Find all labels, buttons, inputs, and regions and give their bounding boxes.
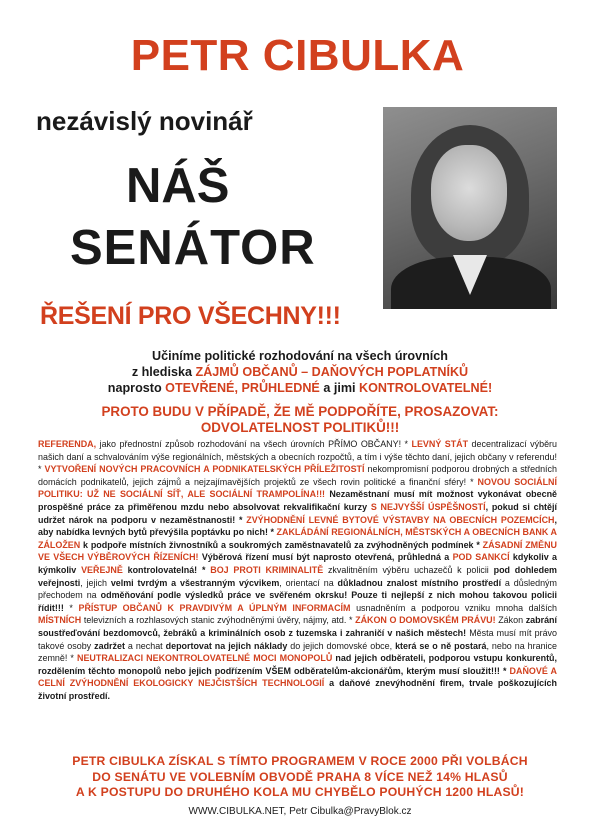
program-segment: Zákon (495, 615, 526, 626)
program-segment: nad jejich odběrateli, podporou vstupu konkurentů, rozdělením těchto monopolů nebo jejich podřízením VŠEM odběratelům-akcionářům, kterým musí sloužit!!! * (38, 653, 557, 676)
program-segment: , pokud si chtějí udržet nárok na podporu v nezaměstnanosti! * (38, 501, 557, 525)
program-segment: Nezaměstnaní musí mít možnost vykonávat obecně prospěšné práce za přiměřenou mzdu nebo absolvovat rekvalifikační kurzy (38, 489, 558, 512)
program-segment: ZÁKON O DOMOVSKÉM PRÁVU! (355, 615, 496, 626)
program-segment: důkladnou znalost místního prostředí (337, 577, 502, 588)
program-segment: , orientací na (279, 577, 338, 588)
contact-line: WWW.CIBULKA.NET, Petr Cibulka@PravyBlok.cz (188, 806, 412, 817)
program-segment: REFERENDA, (38, 439, 97, 449)
program-segment: k podpoře místních živnostníků a soukromých zaměstnavatelů za zvýhodněných podmínek * (80, 539, 483, 550)
program-segment: deportovat na jejich náklady (165, 640, 288, 651)
candidate-photo (383, 107, 557, 309)
program-segment: decentralizací výběru našich daní a schvalováním výše regionálních, městských a obecních rozpočtů, a tím i výše těchto daní, jejich občany v referendu! * (38, 439, 558, 475)
program-segment: Města musí mít právo takové osoby (38, 627, 557, 651)
headline-senator: SENÁTOR (70, 221, 316, 275)
program-heading-line-1: PROTO BUDU V PŘÍPADĚ, ŽE MĚ PODPOŘÍTE, PROSAZOVAT: (101, 404, 499, 419)
program-segment: ZÁSADNÍ ZMĚNU VE VŠECH VÝBĚROVÝCH ŘÍZENÍCH! (38, 539, 557, 563)
footer-line-2: DO SENÁTU VE VOLEBNÍM OBVODĚ PRAHA 8 VÍCE NEŽ 14% HLASŮ (92, 769, 508, 784)
program-segment: POD SANKCÍ (452, 552, 510, 563)
program-segment: , jejich (80, 577, 111, 588)
program-segment: NEUTRALIZACI NEKONTROLOVATELNÉ MOCI MONOPOLŮ (77, 653, 333, 664)
candidate-name: PETR CIBULKA (130, 31, 465, 80)
program-segment: ZAKLÁDÁNÍ REGIONÁLNÍCH, MĚSTSKÝCH A OBECNÍCH BANK A ZÁLOŽEN (38, 527, 557, 550)
intro-line-2: z hlediska ZÁJMŮ OBČANŮ – DAŇOVÝCH POPLATNÍKŮ (131, 365, 469, 379)
program-segment: Výběrová řízení musí být naprosto otevřená, průhledná a (198, 552, 453, 563)
program-segment: pod dohledem veřejnosti (38, 564, 558, 588)
program-segment: která se o ně postará (395, 640, 487, 651)
program-segment: odměňování podle výsledků práce ve svěřeném okrsku! Pouze ti nejlepší z nich mohou takovou policii řídit!!! (38, 590, 558, 613)
headline-nas: NÁŠ (126, 159, 230, 213)
program-heading (40, 404, 560, 436)
program-segment: kdykoliv a kýmkoliv (38, 552, 557, 575)
program-segment: ZVÝHODNĚNÍ LEVNÉ BYTOVÉ VÝSTAVBY NA OBECNÍCH POZEMCÍCH (246, 514, 555, 525)
program-segment: a důsledným přechodem na (38, 577, 557, 601)
candidate-subtitle: nezávislý novinář (36, 106, 253, 136)
program-segment: do jejich domovské obce, (287, 640, 396, 651)
footer-line-1: PETR CIBULKA ZÍSKAL S TÍMTO PROGRAMEM V ROCE 2000 PŘI VOLBÁCH (72, 754, 528, 768)
election-result-note (40, 754, 560, 801)
program-segment: a nechat (124, 640, 166, 651)
email-link[interactable]: Petr Cibulka@PravyBlok.cz (289, 806, 412, 817)
intro-line-3: naprosto OTEVŘENÉ, PRŮHLEDNÉ a jimi KONTROLOVATELNÉ! (107, 381, 493, 395)
intro-line-1: Učiníme politické rozhodování na všech úrovních (151, 349, 449, 363)
program-segment: zadržet (94, 640, 125, 651)
program-segment: LEVNÝ STÁT (411, 439, 469, 449)
program-segment: a daňové znevýhodnění firem, trvale poškozujících životní prostředí. (38, 678, 557, 701)
campaign-slogan: ŘEŠENÍ PRO VŠECHNY!!! (40, 302, 341, 330)
program-segment: , aby nabídka levných bytů převýšila poptávku po nich! * (38, 514, 558, 538)
program-heading-line-2: ODVOLATELNOST POLITIKŮ!!! (200, 420, 400, 435)
program-segment: kontrolovatelná! * (122, 564, 211, 575)
website-link[interactable]: WWW.CIBULKA.NET (188, 806, 284, 817)
program-segment: nekompromisní podporou drobných a středních domácích podnikatelů, jejich zájmů a nejzajímavějších projektů ze všech rovin politické a finanční sféry! * (38, 464, 557, 487)
program-segment: zabrání soustřeďování bezdomovců, žebráků a kriminálních osob z tuzemska i zahraničí v našich městech! (38, 615, 557, 638)
program-segment: velmi tvrdým a všestranným výcvikem (110, 577, 280, 588)
program-segment: jako přednostní způsob rozhodování na všech úrovních PŘÍMO OBČANY! * (96, 439, 412, 449)
program-segment: MÍSTNÍCH (38, 615, 82, 626)
program-segment: PŘÍSTUP OBČANŮ K PRAVDIVÝM A ÚPLNÝM INFORMACÍM (78, 602, 351, 613)
program-segment: usnadněním a podporou vzniku mnoha dalších (350, 602, 558, 613)
program-segment: NOVOU SOCIÁLNÍ POLITIKU: UŽ NE SOCIÁLNÍ SÍŤ, ALE SOCIÁLNÍ TRAMPOLÍNA!!! (38, 476, 557, 500)
program-text (38, 438, 557, 702)
intro-statement (40, 348, 560, 396)
program-segment: S NEJVYŠŠÍ ÚSPĚŠNOSTÍ (370, 501, 486, 512)
program-segment: BOJ PROTI KRIMINALITĚ (210, 564, 324, 575)
program-segment: televizních a rozhlasových stanic zvýhodněnými úvěry, nájmy, atd. * (81, 615, 356, 626)
program-segment: VEŘEJNĚ (81, 564, 123, 575)
program-segment: * (63, 602, 79, 613)
program-segment: DAŇOVÉ A CELNÍ ZVÝHODNĚNÍ EKOLOGICKY NEJČISTŠÍCH TECHNOLOGIÍ (38, 665, 557, 689)
program-segment: zkvalitněním výběru uchazečů k policii (323, 564, 494, 575)
footer-line-3: A K POSTUPU DO DRUHÉHO KOLA MU CHYBĚLO POUHÝCH 1200 HLASŮ! (75, 785, 525, 799)
program-segment: , nebo na hranice zemně! * (38, 640, 557, 664)
program-segment: VYTVOŘENÍ NOVÝCH PRACOVNÍCH A PODNIKATELSKÝCH PŘÍLEŽITOSTÍ (44, 464, 365, 475)
